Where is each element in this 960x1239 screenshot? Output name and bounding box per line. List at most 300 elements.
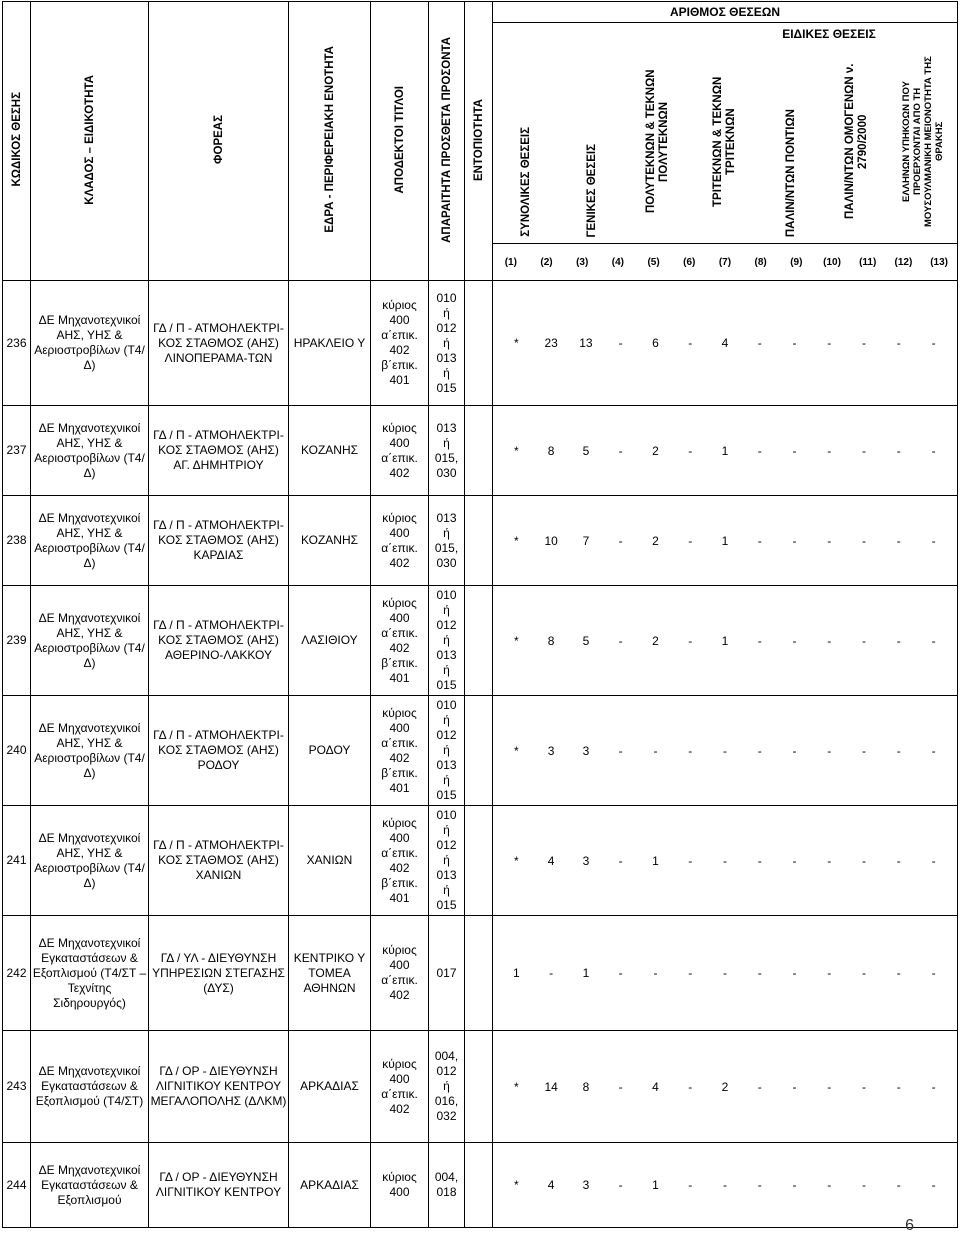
accepted-titles-item: 400 xyxy=(389,525,410,540)
count-value: - xyxy=(931,1079,936,1094)
position-code: 241 xyxy=(3,806,31,916)
count-value: 2 xyxy=(652,533,659,548)
count-value: 2 xyxy=(721,1079,729,1094)
locality-cell xyxy=(465,406,493,496)
agency: ΓΔ / ΥΛ - ΔΙΕΥΘΥΝΣΗ ΥΠΗΡΕΣΙΩΝ ΣΤΕΓΑΣΗΣ (ΔΥΣ) xyxy=(149,916,289,1031)
count-value: 23 xyxy=(544,336,558,350)
extra-qualifications xyxy=(429,586,465,696)
extra-qualifications-item: ή xyxy=(443,853,450,867)
extra-qualifications-item: 010 xyxy=(436,808,457,822)
extra-qualifications-item: 010 xyxy=(436,698,457,712)
count-value: - xyxy=(757,336,762,350)
header-seat: ΕΔΡΑ - ΠΕΡΙΦΕΡΕΙΑΚΗ ΕΝΟΤΗΤΑ xyxy=(289,2,371,281)
column-numbers xyxy=(493,244,957,280)
accepted-titles-item: 401 xyxy=(389,780,410,795)
count-value: - xyxy=(862,1178,867,1192)
extra-qualifications-item: 032 xyxy=(436,1109,457,1123)
count-value: * xyxy=(514,853,519,868)
count-value: 13 xyxy=(579,336,593,350)
accepted-titles-item: 402 xyxy=(389,750,410,765)
extra-qualifications-item: 010 xyxy=(436,290,457,305)
extra-qualifications xyxy=(429,806,465,916)
count-value: - xyxy=(827,1079,832,1094)
count-value: - xyxy=(862,633,867,648)
column-number: (10) xyxy=(823,256,841,268)
accepted-titles xyxy=(371,281,429,406)
accepted-titles-item: κύριος xyxy=(382,595,417,610)
accepted-titles-item: 402 xyxy=(389,555,410,570)
count-value: - xyxy=(862,336,867,350)
agency: ΓΔ / Π - ΑΤΜΟΗΛΕΚΤΡΙ-ΚΟΣ ΣΤΑΘΜΟΣ (ΑΗΣ) ΧΑΝΙΩΝ xyxy=(149,806,289,916)
extra-qualifications-item: 012 xyxy=(436,618,457,632)
count-value: - xyxy=(688,633,693,648)
count-value: - xyxy=(618,743,623,758)
subheader-1: ΓΕΝΙΚΕΣ ΘΕΣΕΙΣ xyxy=(586,143,599,237)
column-number: (12) xyxy=(894,256,913,268)
accepted-titles-item: 400 xyxy=(389,1185,410,1199)
extra-qualifications-item: 012 xyxy=(436,1064,457,1078)
column-number: (2) xyxy=(540,256,553,268)
count-value: 6 xyxy=(652,336,659,350)
extra-qualifications-item: ή xyxy=(443,713,450,727)
count-value: - xyxy=(792,533,797,548)
agency: ΓΔ / Π - ΑΤΜΟΗΛΕΚΤΡΙ-ΚΟΣ ΣΤΑΘΜΟΣ (ΑΗΣ) ΚΑΡΔΙΑΣ xyxy=(149,496,289,586)
positions-counts xyxy=(493,1031,958,1143)
accepted-titles-item: 402 xyxy=(389,465,410,480)
count-value: - xyxy=(931,533,936,548)
extra-qualifications xyxy=(429,1031,465,1143)
positions-counts xyxy=(493,281,958,406)
subheader-6: ΕΛΛΗΝΩΝ ΥΠΗΚΟΩΝ ΠΟΥ ΠΡΟΕΡΧΟΝΤΑΙ ΑΠΟ ΤΗ ΜΟΥΣΟΥΛΜΑΝΙΚΗ ΜΕΙΟΝΟΤΗΤΑ ΤΗΣ ΘΡΑΚΗΣ xyxy=(900,56,945,227)
positions-title: ΑΡΙΘΜΟΣ ΘΕΣΕΩΝ xyxy=(669,5,781,19)
branch-specialty: ΔΕ Μηχανοτεχνικοί Εγκαταστάσεων & Εξοπλισμού (Τ4/ΣΤ) xyxy=(31,1031,149,1143)
seat-region: ΧΑΝΙΩΝ xyxy=(289,806,371,916)
extra-qualifications-item: 015 xyxy=(436,788,457,802)
accepted-titles-item: α΄επικ. xyxy=(381,450,418,465)
count-value: 4 xyxy=(547,853,555,868)
agency: ΓΔ / ΟΡ - ΔΙΕΥΘΥΝΣΗ ΛΙΓΝΙΤΙΚΟΥ ΚΕΝΤΡΟΥ xyxy=(149,1143,289,1228)
accepted-titles-item: 400 xyxy=(389,435,410,450)
locality-cell xyxy=(465,696,493,806)
header-code: ΚΩΔΙΚΟΣ ΘΕΣΗΣ xyxy=(3,2,31,281)
count-value: 7 xyxy=(582,533,590,548)
count-value: - xyxy=(618,633,623,648)
count-value: - xyxy=(827,533,832,548)
extra-qualifications-item: 004, xyxy=(434,1170,459,1184)
locality-cell xyxy=(465,806,493,916)
position-code: 238 xyxy=(3,496,31,586)
count-value: 1 xyxy=(513,966,520,980)
agency: ΓΔ / Π - ΑΤΜΟΗΛΕΚΤΡΙ-ΚΟΣ ΣΤΑΘΜΟΣ (ΑΗΣ) ΑΘΕΡΙΝΟ-ΛΑΚΚΟΥ xyxy=(149,586,289,696)
branch-specialty: ΔΕ Μηχανοτεχνικοί ΑΗΣ, ΥΗΣ & Αεριοστροβίλων (Τ4/Δ) xyxy=(31,586,149,696)
extra-qualifications-item: 015, xyxy=(434,540,459,555)
count-value: - xyxy=(896,1178,901,1192)
extra-qualifications-item: 015 xyxy=(436,898,457,912)
header-agency: ΦΟΡΕΑΣ xyxy=(149,2,289,281)
agency: ΓΔ / ΟΡ - ΔΙΕΥΘΥΝΣΗ ΛΙΓΝΙΤΙΚΟΥ ΚΕΝΤΡΟΥ ΜΕΓΑΛΟΠΟΛΗΣ (ΔΛΚΜ) xyxy=(149,1031,289,1143)
count-value: - xyxy=(931,633,936,648)
position-code: 236 xyxy=(3,281,31,406)
subheader-2: ΠΟΛΥΤΕΚΝΩΝ & ΤΕΚΝΩΝ ΠΟΛΥΤΕΚΝΩΝ xyxy=(645,69,671,214)
count-value: 4 xyxy=(652,1079,659,1094)
locality-cell xyxy=(465,916,493,1031)
seat-region: ΚΕΝΤΡΙΚΟ Υ ΤΟΜΕΑ ΑΘΗΝΩΝ xyxy=(289,916,371,1031)
table-row xyxy=(3,281,958,406)
extra-qualifications-item: 013 xyxy=(436,420,457,435)
positions-counts xyxy=(493,1143,958,1228)
count-value: - xyxy=(792,443,797,458)
locality-cell xyxy=(465,496,493,586)
header-positions xyxy=(493,2,958,281)
count-value: - xyxy=(931,853,936,868)
count-value: - xyxy=(688,1178,693,1192)
count-value: - xyxy=(757,743,762,758)
count-value: 1 xyxy=(582,966,590,980)
extra-qualifications-item: 018 xyxy=(436,1185,457,1199)
count-value: - xyxy=(862,853,867,868)
count-value: 2 xyxy=(652,633,659,648)
accepted-titles-item: α΄επικ. xyxy=(381,735,418,750)
extra-qualifications-item: ή xyxy=(443,773,450,787)
position-code: 244 xyxy=(3,1143,31,1228)
count-value: - xyxy=(827,966,832,980)
count-value: - xyxy=(792,743,797,758)
agency: ΓΔ / Π - ΑΤΜΟΗΛΕΚΤΡΙ-ΚΟΣ ΣΤΑΘΜΟΣ (ΑΗΣ) ΛΙΝΟΠΕΡΑΜΑ-ΤΩΝ xyxy=(149,281,289,406)
branch-specialty: ΔΕ Μηχανοτεχνικοί ΑΗΣ, ΥΗΣ & Αεριοστροβίλων (Τ4/Δ) xyxy=(31,496,149,586)
locality-cell xyxy=(465,586,493,696)
accepted-titles-item: κύριος xyxy=(382,705,417,720)
seat-region: ΛΑΣΙΘΙΟΥ xyxy=(289,586,371,696)
accepted-titles-item: 400 xyxy=(389,720,410,735)
count-value: 8 xyxy=(547,633,555,648)
count-value: - xyxy=(931,1178,936,1192)
accepted-titles xyxy=(371,1143,429,1228)
accepted-titles-item: 401 xyxy=(389,670,410,685)
extra-qualifications-item: 012 xyxy=(436,320,457,335)
column-number: (11) xyxy=(859,256,877,268)
extra-qualifications-item: ή xyxy=(443,663,450,677)
count-value: - xyxy=(862,743,867,758)
count-value: * xyxy=(514,336,519,350)
accepted-titles-item: κύριος xyxy=(382,420,417,435)
column-number: (4) xyxy=(611,256,625,268)
count-value: 14 xyxy=(544,1079,558,1094)
accepted-titles-item: α΄επικ. xyxy=(381,845,418,860)
column-number: (13) xyxy=(930,256,948,268)
count-value: - xyxy=(757,1079,762,1094)
extra-qualifications-item: 015 xyxy=(436,678,457,692)
subheader-4: ΠΑΛΙΝ/ΝΤΩΝ ΠΟΝΤΙΩΝ xyxy=(785,108,798,237)
table-row xyxy=(3,496,958,586)
extra-qualifications xyxy=(429,696,465,806)
count-value: - xyxy=(757,853,762,868)
count-value: - xyxy=(757,533,762,548)
accepted-titles xyxy=(371,696,429,806)
count-value: - xyxy=(792,1079,797,1094)
positions-counts xyxy=(493,406,958,496)
count-value: - xyxy=(827,443,832,458)
extra-qualifications-item: ή xyxy=(443,525,450,540)
count-value: * xyxy=(514,1079,519,1094)
agency: ΓΔ / Π - ΑΤΜΟΗΛΕΚΤΡΙ-ΚΟΣ ΣΤΑΘΜΟΣ (ΑΗΣ) ΡΟΔΟΥ xyxy=(149,696,289,806)
accepted-titles-item: 401 xyxy=(389,373,410,387)
extra-qualifications-item: ή xyxy=(443,335,450,350)
branch-specialty: ΔΕ Μηχανοτεχνικοί ΑΗΣ, ΥΗΣ & Αεριοστροβίλων (Τ4/Δ) xyxy=(31,406,149,496)
count-value: - xyxy=(896,966,901,980)
extra-qualifications-item: ή xyxy=(443,883,450,897)
agency: ΓΔ / Π - ΑΤΜΟΗΛΕΚΤΡΙ-ΚΟΣ ΣΤΑΘΜΟΣ (ΑΗΣ) ΑΓ. ΔΗΜΗΤΡΙΟΥ xyxy=(149,406,289,496)
count-value: - xyxy=(618,533,623,548)
accepted-titles xyxy=(371,496,429,586)
table-row xyxy=(3,1031,958,1143)
subheader-0: ΣΥΝΟΛΙΚΕΣ ΘΕΣΕΙΣ xyxy=(520,127,533,237)
count-value: 4 xyxy=(547,1178,555,1192)
count-value: - xyxy=(827,336,832,350)
count-value: - xyxy=(896,443,901,458)
count-value: - xyxy=(688,743,693,758)
extra-qualifications xyxy=(429,916,465,1031)
extra-qualifications xyxy=(429,496,465,586)
column-number: (5) xyxy=(647,256,660,268)
header-titles: ΑΠΟΔΕΚΤΟΙ ΤΙΤΛΟΙ xyxy=(371,2,429,281)
count-value: - xyxy=(827,633,832,648)
accepted-titles-item: κύριος xyxy=(382,1056,417,1071)
accepted-titles-item: 402 xyxy=(389,640,410,655)
accepted-titles-item: 400 xyxy=(389,610,410,625)
extra-qualifications-item: 030 xyxy=(436,465,457,480)
count-value: - xyxy=(896,853,901,868)
accepted-titles-item: β΄επικ. xyxy=(381,358,418,372)
count-value: - xyxy=(549,966,554,980)
count-value: - xyxy=(896,336,901,350)
count-value: - xyxy=(792,1178,797,1192)
count-value: - xyxy=(618,853,623,868)
count-value: - xyxy=(688,533,693,548)
position-code: 239 xyxy=(3,586,31,696)
accepted-titles-item: κύριος xyxy=(382,510,417,525)
count-value: 3 xyxy=(582,743,590,758)
positions-counts xyxy=(493,496,958,586)
count-value: * xyxy=(514,633,519,648)
accepted-titles-item: α΄επικ. xyxy=(381,1086,418,1101)
positions-subheaders xyxy=(493,46,957,243)
count-value: 2 xyxy=(652,443,659,458)
header-locality: ΕΝΤΟΠΙΟΤΗΤΑ xyxy=(465,2,493,281)
accepted-titles-item: β΄επικ. xyxy=(381,655,418,670)
table-row xyxy=(3,916,958,1031)
count-value: - xyxy=(896,533,901,548)
count-value: 1 xyxy=(721,533,729,548)
accepted-titles xyxy=(371,586,429,696)
accepted-titles-item: κύριος xyxy=(382,815,417,830)
extra-qualifications-item: 013 xyxy=(436,350,457,365)
count-value: - xyxy=(722,853,727,868)
count-value: - xyxy=(931,443,936,458)
accepted-titles-item: 400 xyxy=(389,830,410,845)
extra-qualifications-item: ή xyxy=(443,305,450,320)
count-value: 3 xyxy=(582,853,590,868)
branch-specialty: ΔΕ Μηχανοτεχνικοί Εγκαταστάσεων & Εξοπλισμού xyxy=(31,1143,149,1228)
count-value: - xyxy=(792,336,797,350)
count-value: - xyxy=(792,853,797,868)
count-value: - xyxy=(653,966,658,980)
count-value: - xyxy=(688,966,693,980)
count-value: 8 xyxy=(547,443,555,458)
accepted-titles-item: κύριος xyxy=(382,943,417,957)
special-title: ΕΙΔΙΚΕΣ ΘΕΣΕΙΣ xyxy=(782,27,876,41)
extra-qualifications-item: 017 xyxy=(436,965,457,980)
count-value: - xyxy=(688,1079,693,1094)
accepted-titles xyxy=(371,406,429,496)
accepted-titles xyxy=(371,806,429,916)
count-value: - xyxy=(722,743,727,758)
table-row xyxy=(3,696,958,806)
extra-qualifications xyxy=(429,1143,465,1228)
page-number: 6 xyxy=(905,1217,914,1234)
subheader-3: ΤΡΙΤΕΚΝΩΝ & ΤΕΚΝΩΝ ΤΡΙΤΕΚΝΩΝ xyxy=(711,76,737,207)
positions-counts xyxy=(493,806,958,916)
extra-qualifications xyxy=(429,406,465,496)
accepted-titles-item: 400 xyxy=(389,313,410,327)
accepted-titles-item: 401 xyxy=(389,890,410,905)
position-code: 240 xyxy=(3,696,31,806)
accepted-titles-item: 402 xyxy=(389,343,410,357)
accepted-titles-item: 402 xyxy=(389,860,410,875)
extra-qualifications-item: 016, xyxy=(434,1094,459,1108)
count-value: 4 xyxy=(721,336,729,350)
count-value: - xyxy=(688,336,693,350)
positions-counts xyxy=(493,916,958,1031)
count-value: - xyxy=(862,533,867,548)
count-value: - xyxy=(688,853,693,868)
accepted-titles-item: β΄επικ. xyxy=(381,875,418,890)
count-value: 8 xyxy=(582,1079,590,1094)
positions-counts xyxy=(493,586,958,696)
locality-cell xyxy=(465,281,493,406)
count-value: - xyxy=(757,633,762,648)
count-value: * xyxy=(514,1178,519,1192)
seat-region: ΚΟΖΑΝΗΣ xyxy=(289,496,371,586)
accepted-titles-item: 402 xyxy=(389,988,410,1002)
extra-qualifications-item: ή xyxy=(443,823,450,837)
extra-qualifications-item: 030 xyxy=(436,555,457,570)
count-value: * xyxy=(514,743,519,758)
extra-qualifications-item: 004, xyxy=(434,1049,459,1063)
accepted-titles-item: α΄επικ. xyxy=(381,328,418,342)
accepted-titles xyxy=(371,916,429,1031)
locality-cell xyxy=(465,1031,493,1143)
count-value: 10 xyxy=(544,533,558,548)
count-value: - xyxy=(688,443,693,458)
count-value: - xyxy=(618,966,623,980)
extra-qualifications-item: 013 xyxy=(436,648,457,662)
column-number: (3) xyxy=(576,256,589,268)
count-value: - xyxy=(722,966,727,980)
seat-region: ΑΡΚΑΔΙΑΣ xyxy=(289,1031,371,1143)
table-body xyxy=(3,281,958,1228)
extra-qualifications-item: 012 xyxy=(436,838,457,852)
header-branch: ΚΛΑΔΟΣ – ΕΙΔΙΚΟΤΗΤΑ xyxy=(31,2,149,281)
position-code: 237 xyxy=(3,406,31,496)
count-value: - xyxy=(618,336,623,350)
extra-qualifications-item: ή xyxy=(443,365,450,380)
count-value: - xyxy=(862,1079,867,1094)
extra-qualifications-item: 015, xyxy=(434,450,459,465)
extra-qualifications-item: ή xyxy=(443,1079,450,1093)
column-number: (8) xyxy=(754,256,767,268)
count-value: - xyxy=(931,966,936,980)
count-value: 1 xyxy=(721,633,729,648)
seat-region: ΑΡΚΑΔΙΑΣ xyxy=(289,1143,371,1228)
count-value: - xyxy=(896,743,901,758)
extra-qualifications-item: ή xyxy=(443,743,450,757)
accepted-titles xyxy=(371,1031,429,1143)
count-value: 3 xyxy=(547,743,555,758)
accepted-titles-item: α΄επικ. xyxy=(381,625,418,640)
count-value: 1 xyxy=(652,853,659,868)
table-row xyxy=(3,806,958,916)
count-value: 1 xyxy=(721,443,729,458)
positions-table xyxy=(2,1,958,1228)
subheader-5: ΠΑΛΙΝ/ΝΤΩΝ ΟΜΟΓΕΝΩΝ ν. 2790/2000 xyxy=(844,63,870,220)
table-row xyxy=(3,406,958,496)
position-code: 243 xyxy=(3,1031,31,1143)
count-value: 5 xyxy=(582,633,590,648)
count-value: 3 xyxy=(582,1178,590,1192)
extra-qualifications-item: ή xyxy=(443,633,450,647)
extra-qualifications-item: 013 xyxy=(436,510,457,525)
count-value: - xyxy=(792,633,797,648)
extra-qualifications-item: 010 xyxy=(436,588,457,602)
seat-region: ΡΟΔΟΥ xyxy=(289,696,371,806)
header-extra: ΑΠΑΡΑΙΤΗΤΑ ΠΡΟΣΘΕΤΑ ΠΡΟΣΟΝΤΑ xyxy=(429,2,465,281)
count-value: - xyxy=(757,966,762,980)
accepted-titles-item: 402 xyxy=(389,1101,410,1116)
count-value: 1 xyxy=(652,1178,659,1192)
header-row xyxy=(3,2,958,281)
extra-qualifications-item: 013 xyxy=(436,758,457,772)
count-value: 5 xyxy=(582,443,590,458)
accepted-titles-item: 400 xyxy=(389,1071,410,1086)
count-value: * xyxy=(514,443,519,458)
branch-specialty: ΔΕ Μηχανοτεχνικοί Εγκαταστάσεων & Εξοπλισμού (Τ4/ΣΤ – Τεχνίτης Σιδηρουργός) xyxy=(31,916,149,1031)
accepted-titles-item: α΄επικ. xyxy=(381,540,418,555)
branch-specialty: ΔΕ Μηχανοτεχνικοί ΑΗΣ, ΥΗΣ & Αεριοστροβίλων (Τ4/Δ) xyxy=(31,281,149,406)
count-value: - xyxy=(757,1178,762,1192)
column-number: (6) xyxy=(683,256,696,268)
count-value: - xyxy=(618,443,623,458)
branch-specialty: ΔΕ Μηχανοτεχνικοί ΑΗΣ, ΥΗΣ & Αεριοστροβίλων (Τ4/Δ) xyxy=(31,696,149,806)
count-value: - xyxy=(618,1178,623,1192)
extra-qualifications-item: ή xyxy=(443,435,450,450)
count-value: - xyxy=(653,743,658,758)
count-value: - xyxy=(862,443,867,458)
column-number: (1) xyxy=(504,256,517,268)
count-value: - xyxy=(931,336,936,350)
accepted-titles-item: κύριος xyxy=(382,298,417,312)
extra-qualifications-item: ή xyxy=(443,603,450,617)
count-value: - xyxy=(896,1079,901,1094)
count-value: * xyxy=(514,533,519,548)
column-number: (9) xyxy=(790,256,803,268)
count-value: - xyxy=(722,1178,727,1192)
positions-counts xyxy=(493,696,958,806)
extra-qualifications-item: 015 xyxy=(436,380,457,395)
accepted-titles-item: β΄επικ. xyxy=(381,765,418,780)
seat-region: ΗΡΑΚΛΕΙΟ Υ xyxy=(289,281,371,406)
count-value: - xyxy=(931,743,936,758)
table-row xyxy=(3,586,958,696)
